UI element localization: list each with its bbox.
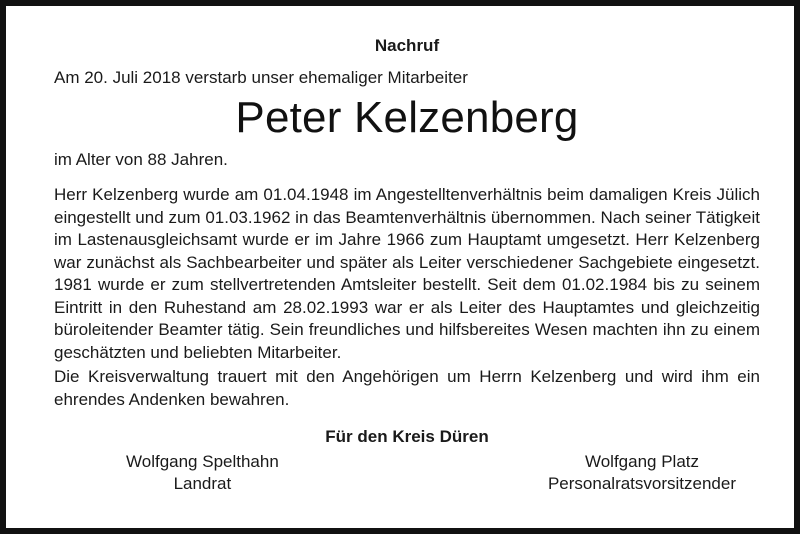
signature-heading: Für den Kreis Düren <box>325 427 489 446</box>
signatory-role: Personalratsvorsitzender <box>547 474 736 493</box>
obituary-content <box>54 34 760 495</box>
age-text: im Alter von 88 Jahren. <box>54 150 228 169</box>
signatory-name: Wolfgang Platz <box>584 452 699 471</box>
closing-text: Die Kreisverwaltung trauert mit den Angehörigen um Herrn Kelzenberg und wird ihm ein ehrendes Andenken bewahren. <box>54 367 760 409</box>
deceased-name: Peter Kelzenberg <box>235 93 579 142</box>
signatories <box>54 451 760 495</box>
signatory-name: Wolfgang Spelthahn <box>126 452 279 471</box>
obituary-heading: Nachruf <box>374 36 440 55</box>
signatory-right <box>548 451 736 495</box>
signatory-role: Landrat <box>173 474 232 493</box>
intro-text: Am 20. Juli 2018 verstarb unser ehemaliger Mitarbeiter <box>54 68 468 87</box>
signatory-left <box>126 451 279 495</box>
biography-text: Herr Kelzenberg wurde am 01.04.1948 im Angestelltenverhältnis beim damaligen Kreis Jülich eingestellt und zum 01.03.1962 in das Beamtenverhältnis übernommen. Nach seiner Tätigkeit im Lastenausgleichsamt wurde er im Jahre 1966 zum Hauptamt umgesetzt. Herr Kelzenberg war zunächst als Sachbearbeiter und später als Leiter verschiedener Sachgebiete eingesetzt. 1981 wurde er zum stellvertretenden Amtsleiter bestellt. Seit dem 01.02.1984 bis zu seinem Eintritt in den Ruhestand am 28.02.1993 war er als Leiter des Hauptamtes und gleichzeitig büroleitender Beamter tätig. Sein freundliches und hilfsbereites Wesen machten ihn zu einem geschätzten und beliebten Mitarbeiter. <box>54 185 760 362</box>
